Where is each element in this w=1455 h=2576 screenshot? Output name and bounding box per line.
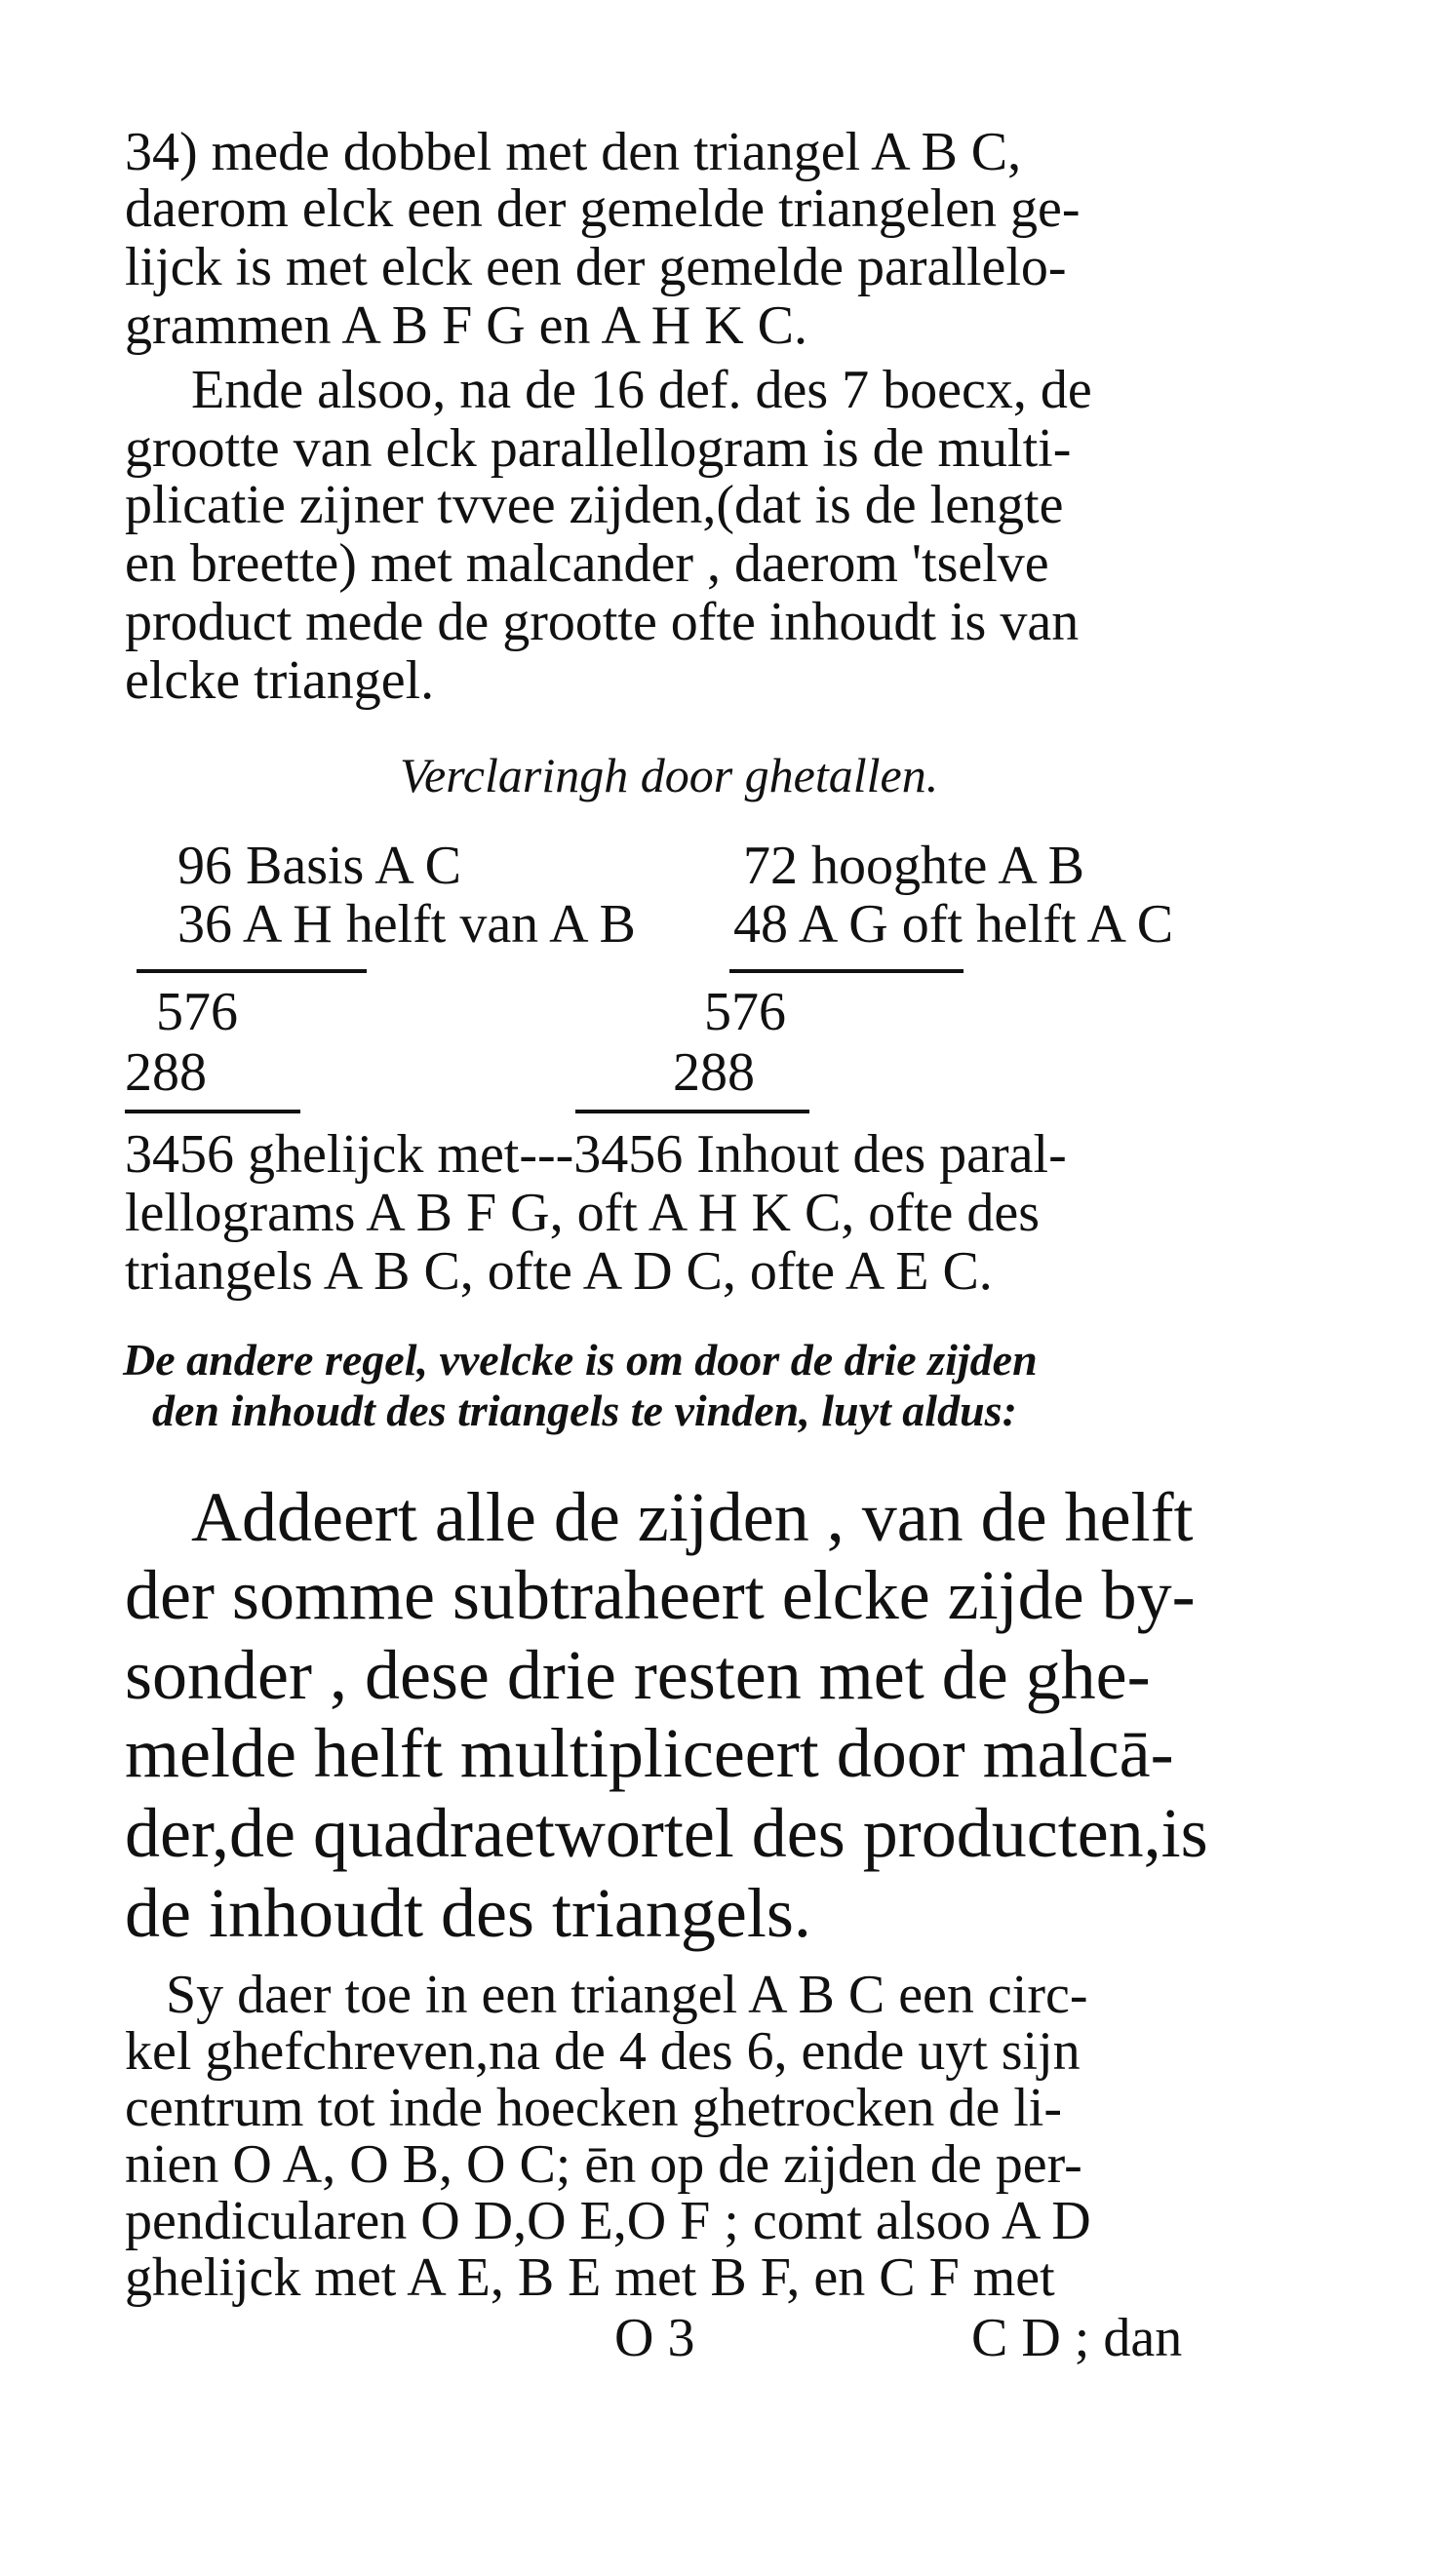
rule-text-line: melde helft multipliceert door malcā- — [125, 1714, 1174, 1792]
text-line: lellograms A B F G, oft A H K C, ofte des — [125, 1183, 1040, 1243]
calc-left-row: 288 — [125, 1042, 207, 1103]
text-line: daerom elck een der gemelde triangelen ge- — [125, 178, 1081, 239]
text-line: pendicularen O D,O E,O F ; comt alsoo A D — [125, 2191, 1091, 2251]
text-line: Ende alsoo, na de 16 def. des 7 boecx, de — [191, 360, 1092, 420]
rule-text-line: Addeert alle de zijden , van de helft — [191, 1478, 1194, 1556]
calc-right-row: 576 — [704, 982, 786, 1042]
text-line: elcke triangel. — [125, 650, 435, 711]
rule-heading-line: De andere regel, vvelcke is om door de drie zijden — [123, 1335, 1038, 1385]
rule-text-line: der somme subtraheert elcke zijde by- — [125, 1556, 1196, 1634]
text-line: 34) mede dobbel met den triangel A B C, — [125, 122, 1022, 182]
calc-right-row: 48 A G oft helft A C — [733, 894, 1174, 955]
calc-rule — [729, 969, 963, 973]
text-line: triangels A B C, ofte A D C, ofte A E C. — [125, 1241, 993, 1302]
rule-text-line: de inhoudt des triangels. — [125, 1874, 811, 1952]
calc-right-row: 288 — [673, 1042, 755, 1103]
rule-text-line: sonder , dese drie resten met de ghe- — [125, 1636, 1151, 1714]
rule-text-line: der,de quadraetwortel des producten,is — [125, 1794, 1208, 1872]
page-signature: O 3 — [614, 2308, 695, 2368]
text-line: grammen A B F G en A H K C. — [125, 295, 808, 356]
calc-rule — [125, 1110, 300, 1113]
catchword: C D ; dan — [971, 2308, 1183, 2368]
calc-left-row: 576 — [156, 982, 238, 1042]
calc-left-row: 96 Basis A C — [177, 836, 461, 896]
rule-heading-line: den inhoudt des triangels te vinden, luyt aldus: — [152, 1386, 1017, 1435]
text-line: Sy daer toe in een triangel A B C een circ- — [166, 1965, 1088, 2025]
text-line: product mede de grootte ofte inhoudt is van — [125, 592, 1080, 652]
text-line: plicatie zijner tvvee zijden,(dat is de lengte — [125, 475, 1064, 535]
calc-right-row: 72 hooghte A B — [743, 836, 1085, 896]
calc-left-row: 36 A H helft van A B — [177, 894, 636, 955]
text-line: nien O A, O B, O C; ēn op de zijden de per- — [125, 2134, 1082, 2195]
text-line: kel ghefchreven,na de 4 des 6, ende uyt sijn — [125, 2021, 1081, 2082]
calc-rule — [575, 1110, 809, 1113]
text-line: lijck is met elck een der gemelde parallelo- — [125, 237, 1067, 297]
text-line: centrum tot inde hoecken ghetrocken de li- — [125, 2078, 1062, 2138]
text-line: en breette) met malcander , daerom 'tselve — [125, 533, 1049, 594]
text-line: 3456 ghelijck met---3456 Inhout des paral- — [125, 1124, 1067, 1185]
calc-rule — [137, 969, 367, 973]
text-line: grootte van elck parallellogram is de multi- — [125, 418, 1072, 479]
text-line: ghelijck met A E, B E met B F, en C F met — [125, 2247, 1055, 2308]
section-heading: Verclaringh door ghetallen. — [400, 748, 939, 802]
